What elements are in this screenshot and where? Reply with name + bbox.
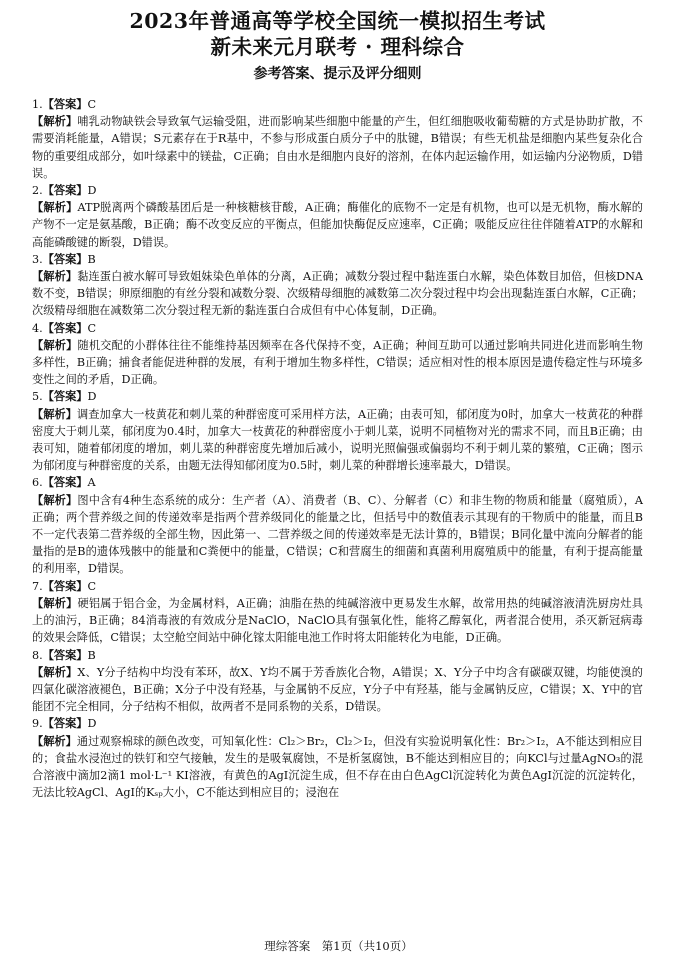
answer-value: D [87,390,97,404]
analysis-paragraph [32,199,643,251]
answer-line [32,96,643,113]
analysis-label: 【解析】 [32,595,78,610]
question-number: 1. [32,98,43,111]
answer-label: 【答案】 [42,578,88,593]
question-number: 3. [32,252,43,266]
question-number: 6. [32,476,43,490]
answer-label: 【答案】 [42,97,88,111]
question-block [32,388,643,474]
answer-label: 【答案】 [42,251,88,266]
question-number: 9. [32,717,43,731]
answer-value: C [87,321,97,335]
answer-value: C [87,579,97,593]
question-number: 2. [32,184,43,198]
question-block [32,251,643,320]
question-block [32,474,643,577]
answer-label: 【答案】 [42,183,88,198]
question-block [32,182,643,251]
answer-line [32,647,643,664]
answer-line [32,182,643,199]
answer-value: D [87,717,97,731]
question-list [32,96,643,801]
answer-line [32,251,643,268]
answer-label: 【答案】 [42,389,88,404]
question-block [32,320,643,389]
answer-value: B [87,252,96,266]
analysis-label: 【解析】 [32,733,77,748]
question-block [32,96,643,182]
answer-line [32,320,643,337]
analysis-label: 【解析】 [32,337,78,352]
analysis-text: ATP脱离两个磷酸基团后是一种核糖核苷酸，A正确；酶催化的底物不一定是有机物，也可以是无机物，酶水解的产物不一定是氨基酸，B正确；酶不改变反应的平衡点，但能加快酶促反应速率，C正确；吸能反应往往伴随着ATP的水解和高能磷酸键的断裂，D错误。 [32,201,643,249]
analysis-paragraph [32,406,643,475]
analysis-paragraph [32,113,643,182]
answer-label: 【答案】 [42,647,88,662]
page-footer: 理综答案 第1页（共10页） [264,939,413,953]
analysis-label: 【解析】 [32,114,78,129]
analysis-paragraph [32,595,643,647]
analysis-label: 【解析】 [32,200,78,215]
analysis-text: 硬铝属于铝合金，为金属材料，A正确；油脂在热的纯碱溶液中更易发生水解，故常用热的纯碱溶液清洗厨房灶具上的油污，B正确；84消毒液的有效成分是NaClO，NaClO具有强氧化性，能将乙醇氧化，两者混合使用，杀灭新冠病毒的效果会降低，C错误；太空舱空间站中砷化镓太阳能电池工作时将太阳能转化为电能，D正确。 [32,596,643,645]
exam-subtitle: 新未来元月联考 · 理科综合 [210,35,465,59]
answer-label: 【答案】 [42,475,88,490]
question-number: 4. [32,321,43,335]
question-block [32,578,643,647]
answer-line [32,715,643,732]
question-block [32,647,643,716]
analysis-label: 【解析】 [32,664,78,679]
analysis-text: 调查加拿大一枝黄花和刺儿菜的种群密度可采用样方法，A正确；由表可知，郁闭度为0时，加拿大一枝黄花的种群密度大于刺儿菜，郁闭度为0.4时，加拿大一枝黄花的种群密度小于刺儿菜，说明不同植物对光的需求不同，而且B正确；由表可知，随着郁闭度的增加，刺儿菜的种群密度先增加后减小，说明光照偏强或偏弱均不利于刺儿菜的繁殖，C正确；图示为郁闭度与种群密度的关系，由题无法得知郁闭度为0.5时，刺儿菜的种群增长速率最大，D错误。 [32,407,643,473]
question-number: 7. [32,579,43,593]
analysis-text: 图中含有4种生态系统的成分：生产者（A）、消费者（B、C）、分解者（C）和非生物的物质和能量（腐殖质），A正确；两个营养级之间的传递效率是指两个营养级同化的能量之比，但括号中的数值表示其现有的干物质中的能量，而且B不一定代表第二营养级的全部生物，因此第一、二营养级之间的传递效率是无法计算的，B错误；B同化量中流向分解者的能量指的是B的遗体残骸中的能量和C粪便中的能量，C错误；C和营腐生的细菌和真菌利用腐殖质中的能量，有利于提高能量的利用率，D错误。 [32,493,643,576]
analysis-text: 哺乳动物缺铁会导致氧气运输受阻，进而影响某些细胞中能量的产生，但红细胞吸收葡萄糖的方式是协助扩散，不需要消耗能量，A错误；S元素存在于R基中，不参与形成蛋白质分子中的肽键，B错误；有些无机盐是细胞内某些复杂化合物的重要组成部分，如叶绿素中的镁盐，C正确；自由水是细胞内良好的溶剂，在体内起运输作用，如运输内分泌物质，D错误。 [32,115,643,180]
analysis-text: 随机交配的小群体往往不能维持基因频率在各代保持不变，A正确；种间互助可以通过影响共同进化进而影响生物多样性，B正确；捕食者能促进种群的发展，有利于增加生物多样性，C错误；适应相对性的根本原因是遗传稳定性与环境多变性之间的矛盾，D正确。 [32,338,643,387]
analysis-paragraph [32,268,643,320]
question-block [32,715,643,801]
answer-value: B [87,648,96,662]
question-number: 8. [32,648,43,662]
analysis-label: 【解析】 [32,406,77,421]
answer-label: 【答案】 [42,320,88,335]
analysis-text: 黏连蛋白被水解可导致姐妹染色单体的分离，A正确；减数分裂过程中黏连蛋白水解，染色体数目加倍，但核DNA数不变，B错误；卵原细胞的有丝分裂和减数分裂、次级精母细胞的减数第二次分裂过程中均会出现黏连蛋白水解，C正确；次级精母细胞在减数第二次分裂过程无新的黏连蛋白合成但有中心体复制，D正确。 [32,270,643,318]
section-title: 参考答案、提示及评分细则 [253,66,422,82]
analysis-paragraph [32,664,643,716]
exam-title: 2023年普通高等学校全国统一模拟招生考试 [129,9,546,33]
answer-line [32,474,643,491]
analysis-paragraph [32,492,643,578]
answer-line [32,578,643,595]
answer-value: A [87,476,96,490]
analysis-label: 【解析】 [32,269,78,284]
analysis-paragraph [32,733,643,802]
answer-value: D [87,184,97,198]
analysis-paragraph [32,337,643,389]
analysis-label: 【解析】 [32,492,78,507]
analysis-text: 通过观察棉球的颜色改变，可知氧化性：Cl₂＞Br₂，Cl₂＞I₂，但没有实验说明氧化性：Br₂＞I₂，A不能达到相应目的；食盐水浸泡过的铁钉和空气接触，发生的是吸氧腐蚀，不是析氢腐蚀，B不能达到相应目的；向KCl与过量AgNO₃的混合溶液中滴加2滴1 mol·L⁻¹ KI溶液，有黄色的AgI沉淀生成，但不存在由白色AgCl沉淀转化为黄色AgI沉淀的沉淀转化，无法比较AgCl、AgI的Kₛₚ大小，C不能达到相应目的；浸泡在 [32,734,643,800]
answer-value: C [87,98,97,111]
analysis-text: X、Y分子结构中均没有苯环，故X、Y均不属于芳香族化合物，A错误；X、Y分子中均含有碳碳双键，均能使溴的四氯化碳溶液褪色，B正确；X分子中没有羟基，与金属钠不反应，Y分子中有羟基，能与金属钠反应，C错误；X、Y中的官能团不完全相同，分子结构不相似，故两者不是同系物的关系，D错误。 [32,665,643,714]
answer-line [32,388,643,405]
question-number: 5. [32,390,43,404]
answer-label: 【答案】 [42,716,88,731]
